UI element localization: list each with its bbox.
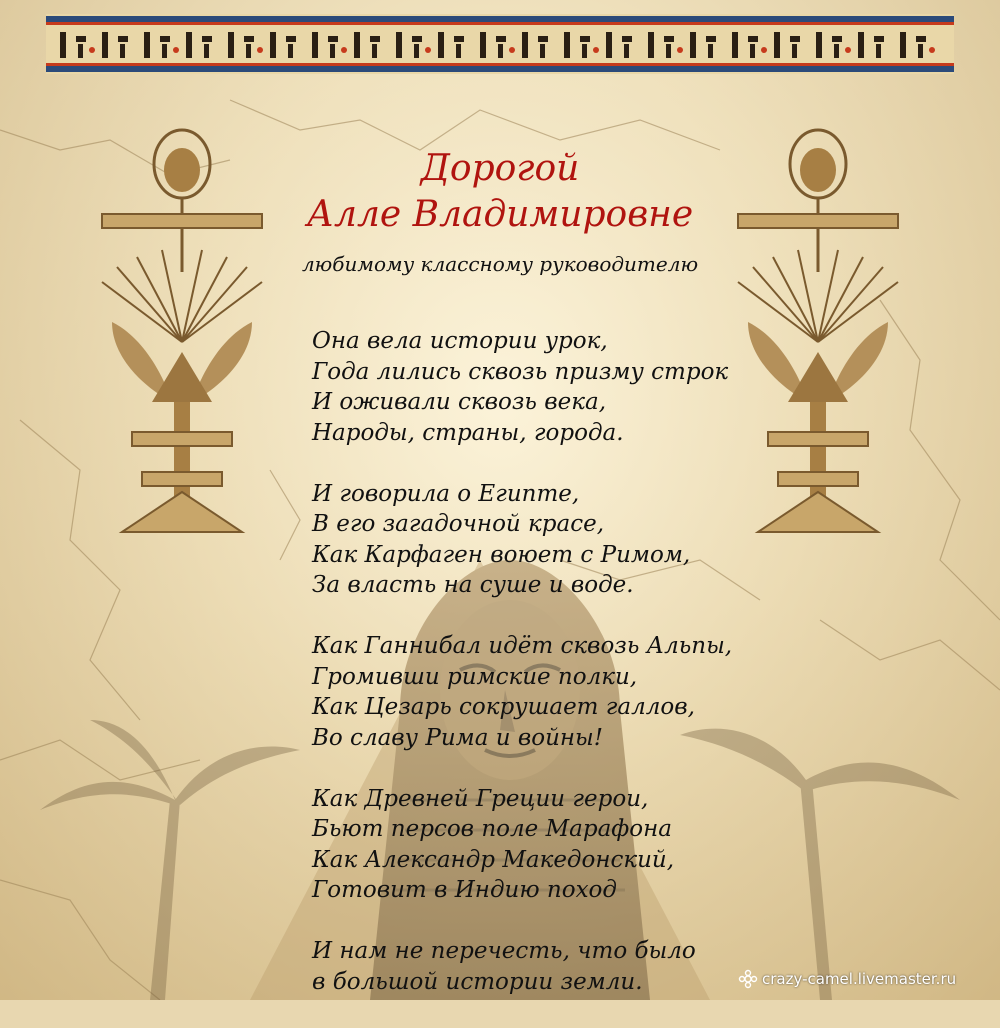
poem-line: Готовит в Индию поход (312, 877, 617, 903)
poem-line: Года лились сквозь призму строк (312, 358, 729, 385)
poem-stanza-2 (312, 479, 832, 601)
poem-line: И нам не перечесть, что было (312, 938, 696, 964)
poem-line: И оживали сквозь века, (312, 389, 607, 415)
poem (312, 326, 832, 1028)
poem-line: Как Карфаген воюет с Римом, (312, 541, 691, 568)
title-recipient-name: Алле Владимировне (306, 194, 694, 235)
hieroglyph-frieze (46, 14, 954, 74)
poem-line: Как Древней Греции герои, (312, 785, 649, 812)
watermark (738, 969, 998, 989)
livemaster-flower-icon (738, 969, 758, 989)
subtitle-dedication: любимому классному руководителю (301, 252, 699, 276)
poem-line: Как Александр Македонский, (312, 846, 675, 873)
poem-line: Как Ганнибал идёт сквозь Альпы, (312, 633, 733, 659)
poem-line: Она вела истории урок, (312, 328, 608, 354)
poem-line: Громивши римские полки, (312, 663, 638, 690)
poem-stanza-4 (312, 784, 832, 906)
poem-line: В его загадочной красе, (312, 511, 605, 537)
poem-line: в большой истории земли. (312, 968, 643, 995)
poem-line: И говорила о Египте, (312, 480, 580, 507)
poem-line: За власть на суше и воде. (312, 572, 634, 598)
poem-stanza-3 (312, 631, 832, 753)
watermark-text: crazy-camel.livemaster.ru (762, 970, 957, 988)
title-dear: Дорогой (420, 148, 580, 189)
poem-line: Бьют персов поле Марафона (312, 816, 673, 842)
poem-line: Народы, страны, города. (312, 419, 624, 446)
poem-stanza-1 (312, 326, 832, 448)
poem-line: Во славу Рима и войны! (312, 724, 604, 751)
poem-line: Как Цезарь сокрушает галлов, (312, 694, 695, 720)
